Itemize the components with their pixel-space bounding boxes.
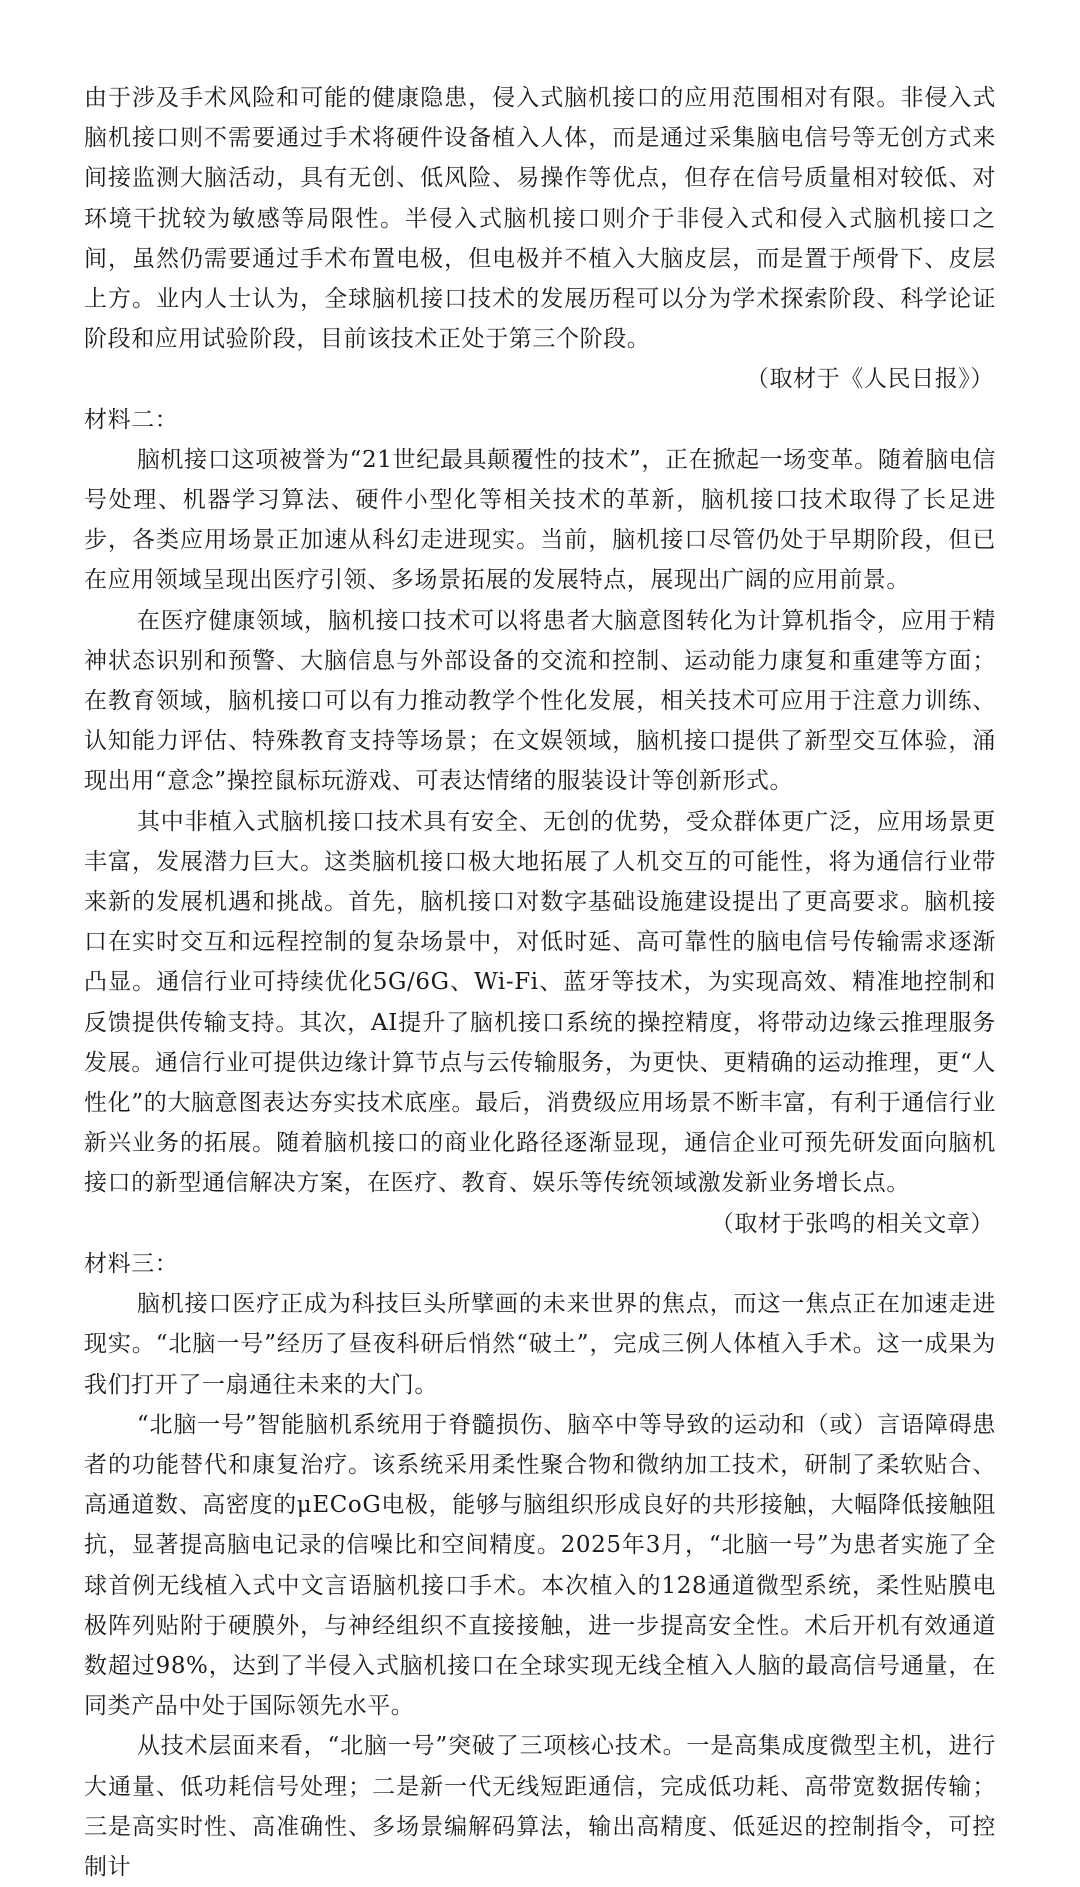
material-two-paragraph-1: 脑机接口这项被誉为“21世纪最具颠覆性的技术”，正在掀起一场变革。随着脑电信号处理、机器学习算法、硬件小型化等相关技术的革新，脑机接口技术取得了长足进步，各类应用场景正加速从科幻走进现实。当前，脑机接口尽管仍处于早期阶段，但已在应用领域呈现出医疗引领、多场景拓展的发展特点，展现出广阔的应用前景。 <box>84 446 996 594</box>
material-two-source: （取材于张鸣的相关文章） <box>710 1210 994 1237</box>
material-three-paragraph-2: “北脑一号”智能脑机系统用于脊髓损伤、脑卒中等导致的运动和（或）言语障碍患者的功能替代和康复治疗。该系统采用柔性聚合物和微纳加工技术，研制了柔软贴合、高通道数、高密度的μECoG电极，能够与脑组织形成良好的共形接触，大幅降低接触阻抗，显著提高脑电记录的信噪比和空间精度。2025年3月，“北脑一号”为患者实施了全球首例无线植入式中文言语脑机接口手术。本次植入的128通道微型系统，柔性贴膜电极阵列贴附于硬膜外，与神经组织不直接接触，进一步提高安全性。术后开机有效通道数超过98%，达到了半侵入式脑机接口在全球实现无线全植入人脑的最高信号通量，在同类产品中处于国际领先水平。 <box>84 1411 996 1720</box>
material-three-paragraph-3: 从技术层面来看，“北脑一号”突破了三项核心技术。一是高集成度微型主机，进行大通量、低功耗信号处理；二是新一代无线短距通信，完成低功耗、高带宽数据传输；三是高实时性、高准确性、多场景编解码算法，输出高精度、低延迟的控制指令，可控制计 <box>84 1733 996 1880</box>
material-two-heading: 材料二： <box>84 406 179 433</box>
material-two-paragraph-2: 在医疗健康领域，脑机接口技术可以将患者大脑意图转化为计算机指令，应用于精神状态识别和预警、大脑信息与外部设备的交流和控制、运动能力康复和重建等方面；在教育领域，脑机接口可以有力推动教学个性化发展，相关技术可应用于注意力训练、认知能力评估、特殊教育支持等场景；在文娱领域，脑机接口提供了新型交互体验，涌现出用“意念”操控鼠标玩游戏、可表达情绪的服装设计等创新形式。 <box>84 607 996 795</box>
material-three-paragraph-1: 脑机接口医疗正成为科技巨头所擘画的未来世界的焦点，而这一焦点正在加速走进现实。“北脑一号”经历了昼夜科研后悄然“破土”，完成三例人体植入手术。这一成果为我们打开了一扇通往未来的大门。 <box>84 1291 996 1398</box>
material-two-paragraph-3: 其中非植入式脑机接口技术具有安全、无创的优势，受众群体更广泛，应用场景更丰富，发展潜力巨大。这类脑机接口极大地拓展了人机交互的可能性，将为通信行业带来新的发展机遇和挑战。首先，脑机接口对数字基础设施建设提出了更高要求。脑机接口在实时交互和远程控制的复杂场景中，对低时延、高可靠性的脑电信号传输需求逐渐凸显。通信行业可持续优化5G/6G、Wi-Fi、蓝牙等技术，为实现高效、精准地控制和反馈提供传输支持。其次，AI提升了脑机接口系统的操控精度，将带动边缘云推理服务发展。通信行业可提供边缘计算节点与云传输服务，为更快、更精确的运动推理，更“人性化”的大脑意图表达夯实技术底座。最后，消费级应用场景不断丰富，有利于通信行业新兴业务的拓展。随着脑机接口的商业化路径逐渐显现，通信企业可预先研发面向脑机接口的新型通信解决方案，在医疗、教育、娱乐等传统领域激发新业务增长点。 <box>84 808 996 1197</box>
material-one-source: （取材于《人民日报》） <box>745 366 994 393</box>
material-three-heading: 材料三： <box>84 1250 179 1277</box>
material-one-paragraph: 由于涉及手术风险和可能的健康隐患，侵入式脑机接口的应用范围相对有限。非侵入式脑机接口则不需要通过手术将硬件设备植入人体，而是通过采集脑电信号等无创方式来间接监测大脑活动，具有无创、低风险、易操作等优点，但存在信号质量相对较低、对环境干扰较为敏感等局限性。半侵入式脑机接口则介于非侵入式和侵入式脑机接口之间，虽然仍需要通过手术布置电极，但电极并不植入大脑皮层，而是置于颅骨下、皮层上方。业内人士认为，全球脑机接口技术的发展历程可以分为学术探索阶段、科学论证阶段和应用试验阶段，目前该技术正处于第三个阶段。 <box>84 85 996 353</box>
document-page <box>84 78 996 1887</box>
